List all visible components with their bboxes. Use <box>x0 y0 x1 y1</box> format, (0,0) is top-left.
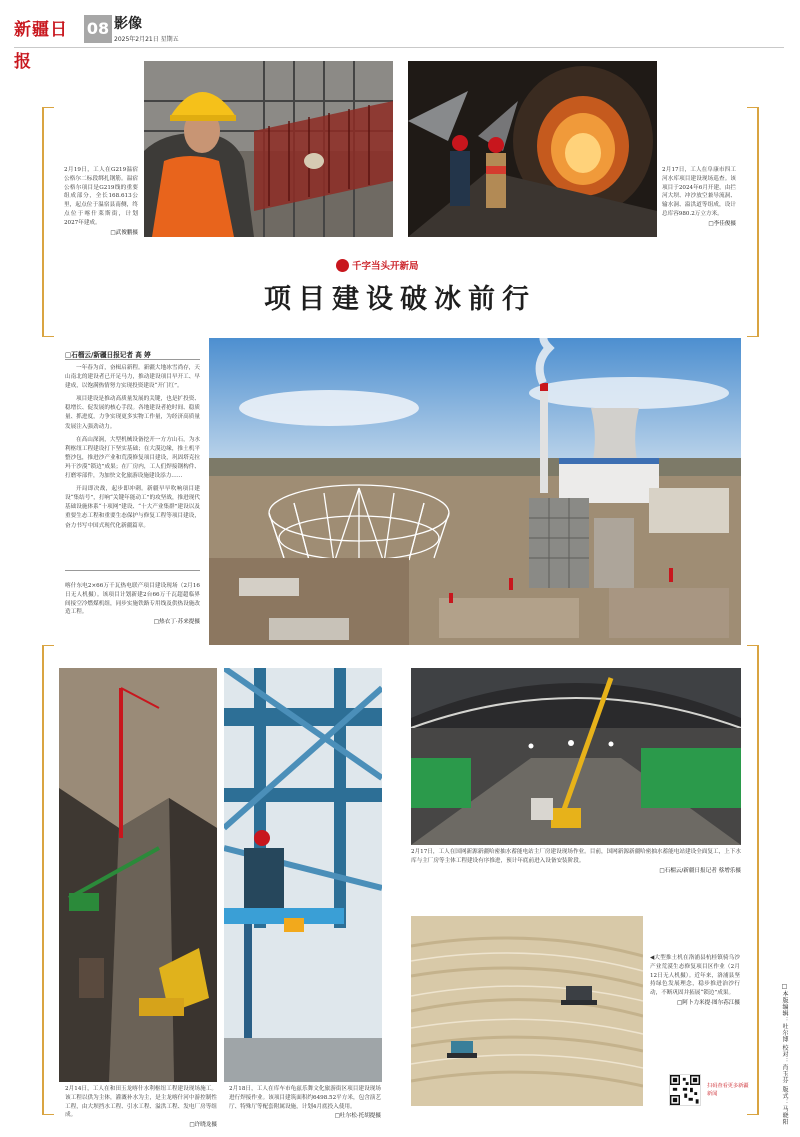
article-paragraph: 在高山深涧，大型机械设备挖开一方方山石，为水利枢纽工程建设打下坚实基础；在大漠边缘，推土机平整沙包，推进沙产业和荒漠修复项目建设，巩固塔克拉玛干沙漠“锁边”成果；在厂房内，工人们焊接钢构件、打磨零部件，为加快文化旅游设施建设添力…… <box>65 436 200 480</box>
caption-desert-text: ◀大型推土机在洛浦县杭桂镇骑乌沙产业荒漠生态修复项目区作业（2月12日无人机摄）。近年来，洛浦县坚持绿色发展理念，稳步推进治沙行动，不断巩固并拓展“锁边”成果。 <box>650 955 740 997</box>
credit-desert: □阿卜力米提·图尔荪江摄 <box>676 999 740 1006</box>
credit-welder: □武俊鹏摄 <box>110 229 138 236</box>
credit-gorge: □许晓龙摄 <box>189 1122 217 1129</box>
qr-code-icon[interactable] <box>669 1074 701 1106</box>
photo-steel <box>224 668 382 1082</box>
caption-power-plant <box>65 582 200 627</box>
credit-power-plant: □热衣丁·苏来提摄 <box>153 619 200 626</box>
photo-underground <box>411 668 741 845</box>
column-banner <box>336 258 448 276</box>
article-body <box>65 364 200 535</box>
caption-underground-text: 2月17日，工人在国网新源新疆哈密抽水蓄能电站主厂房建设现场作业。目前，国网新源新疆哈密抽水蓄能电站建设全面复工，上下水库与主厂房等主体工程建设有序推进，预计年底前进入设备安装阶段。 <box>411 849 741 864</box>
caption-steel <box>229 1085 381 1121</box>
photo-gorge <box>59 668 217 1082</box>
byline-rule <box>65 359 200 360</box>
caption-desert <box>650 954 740 1008</box>
article-byline: □石榴云/新疆日报记者 高 婷 <box>65 351 151 359</box>
caption-gorge-text: 2月14日，工人在和田玉龙喀什水利枢纽工程建设现场施工。该工程以供为主体，灌溉补水为主，是主龙喀什河中游控制性工程，由大坝挡水工程、引水工程、溢洪工程、发电厂房等组成。 <box>65 1086 217 1119</box>
credit-underground: □石榴云/新疆日报记者 蔡增乐摄 <box>659 867 741 874</box>
credit-tunnel: □李佳俊摄 <box>708 220 736 227</box>
photo-tunnel <box>408 61 657 237</box>
masthead-logo: 新疆日报 <box>14 20 68 72</box>
page-headline: 项目建设破冰前行 <box>264 284 536 315</box>
caption-tunnel-text: 2月17日，工人在阜康市四工河水库项目建设现场巡查。该项目于2024年6月开建，由拦河大坝、冲沙放空兼导流洞、输水洞、溢洪道等组成，设计总库容980.2万立方米。 <box>662 167 736 217</box>
caption-welder-text: 2月19日，工人在G219温宿公格尔二标段绑扎钢筋。温宿公格尔项目是G219线的重要组成部分，全长168.613公里，起点位于温宿县南侧，终点位于喀什莱斯街，计划2027年建成。 <box>64 167 138 226</box>
caption-gorge <box>65 1085 217 1130</box>
article-paragraph: 开局即决战，起步即冲刺。新疆早早吹响项目建设“集结号”，打响“关键年能动工”的攻坚战，推进现代基础设施体系“十项网”建设、“十大产业集群”建设以及重要生态工程和重要生态保护与修复工程等项目建设，奋力书写中国式现代化新疆篇章。 <box>65 486 200 529</box>
editor-credits: □本版编辑：吐尔博 校对：肖玉芬 版式：马晓阳 <box>781 983 788 1126</box>
section-title: 影像 <box>114 16 142 32</box>
publication-date: 2025年2月21日 星期五 <box>114 36 179 43</box>
caption-underground <box>411 848 741 875</box>
article-end-rule <box>65 570 200 571</box>
photo-power-plant <box>209 338 741 645</box>
article-paragraph: 项目建设是推动高质量发展的关键，也是扩投资、稳增长、促发展的核心手段。各地建设者抢时间、稳质量、抓进度，力争实现更多实物工作量，为经济高质量发展注入强劲动力。 <box>65 396 200 430</box>
caption-steel-text: 2月18日，工人在库车市龟兹乐舞文化旅游街区项目建设现场进行焊接作业。该项目建筑面积约6498.52平方米，包含演艺厅、特殊厅等配套附属设施，计划4月底投入使用。 <box>229 1086 381 1110</box>
frame-bracket-right-bottom <box>747 645 759 1115</box>
frame-bracket-left-bottom <box>42 645 54 1115</box>
qr-note: 扫码查看更多新疆新闻 <box>707 1083 749 1097</box>
header-rule <box>14 47 784 48</box>
photo-welder <box>144 61 393 237</box>
frame-bracket-right-top <box>747 107 759 337</box>
caption-welder <box>64 166 138 237</box>
caption-tunnel <box>662 166 736 229</box>
banner-icon <box>336 259 349 272</box>
credit-steel: □吐尔松·托胡提摄 <box>334 1113 381 1120</box>
banner-label: 千字当头开新局 <box>352 261 419 272</box>
photo-desert <box>411 916 643 1106</box>
caption-power-plant-text: 喀什东电2×66万千瓦热电联产项目建设现场（2月16日无人机摄）。该项目计划新建2台66万千瓦超超临界间接空冷燃煤机组，同步实施铁路专用线及供热设施改造工程。 <box>65 583 200 616</box>
article-paragraph: 一年春为首，奋楫启新程。新疆大地冰雪尚存，天山南北的建设者已开足马力，推动建设项目早开工、早建成，以饱满热情努力实现投资建设“开门红”。 <box>65 365 200 390</box>
frame-bracket-left-top <box>42 107 54 337</box>
page-number: 08 <box>84 15 112 43</box>
